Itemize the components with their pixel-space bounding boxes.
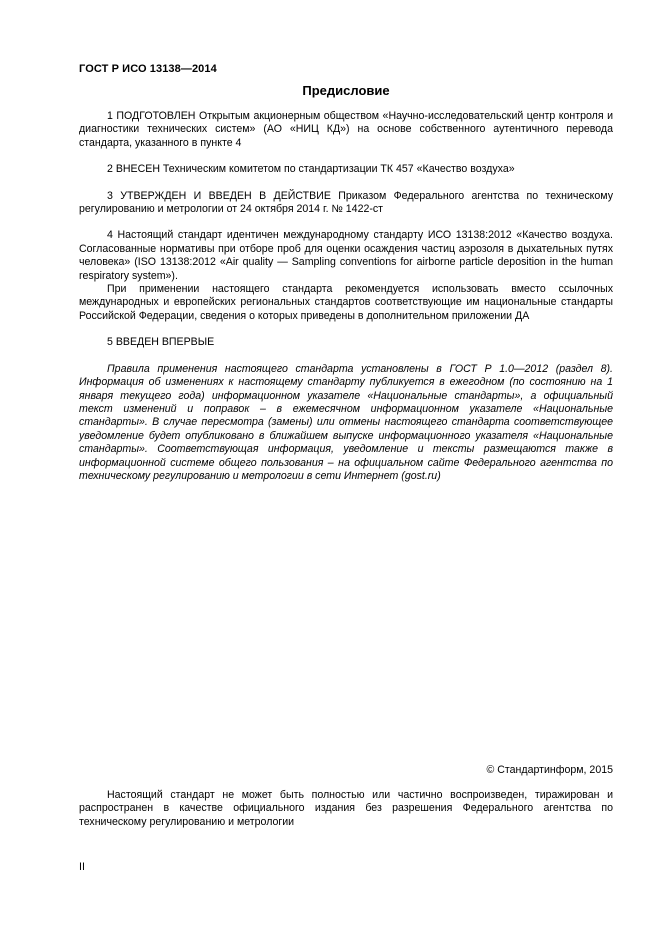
preface-body <box>79 110 613 483</box>
paragraph-prepared: 1 ПОДГОТОВЛЕН Открытым акционерным обществом «Научно-исследовательский центр контроля и диагностики технических систем» (АО «НИЦ КД») на основе собственного аутентичного перевода стандарта, указанного в пункте 4 <box>79 110 613 149</box>
paragraph-approved: 3 УТВЕРЖДЕН И ВВЕДЕН В ДЕЙСТВИЕ Приказом Федерального агентства по техническому регулированию и метрологии от 24 октября 2014 г. № 1422-ст <box>79 189 613 216</box>
page-number: II <box>79 861 85 873</box>
page-title: Предисловие <box>302 83 390 98</box>
paragraph-introduced: 5 ВВЕДЕН ВПЕРВЫЕ <box>107 336 215 349</box>
application-rules-note: Правила применения настоящего стандарта установлены в ГОСТ Р 1.0—2012 (раздел 8). Информация об изменениях к настоящему стандарту публикуется в ежегодном (по состоянию на 1 января текущего года) информационном указателе «Национальные стандарты», а официальный текст изменений и поправок – в ежемесячном информационном указателе «Национальные стандарты». В случае пересмотра (замены) или отмены настоящего стандарта соответствующее уведомление будет опубликовано в ближайшем выпуске информационного указателя «Национальные стандарты». Соответствующая информация, уведомление и тексты размещаются также в информационной системе общего пользования – на официальном сайте Федерального агентства по техническому регулированию и метрологии в сети Интернет (gost.ru) <box>79 362 613 482</box>
paragraph-references: При применении настоящего стандарта рекомендуется использовать вместо ссылочных международных и европейских региональных стандартов соответствующие им национальные стандарты Российской Федерации, сведения о которых приведены в дополнительном приложении ДА <box>79 283 613 322</box>
paragraph-identical: 4 Настоящий стандарт идентичен международному стандарту ИСО 13138:2012 «Качество воздуха. Согласованные нормативы при отборе проб для оценки осаждения частиц аэрозоля в дыхательных путях человека» (ISO 13138:2012 «Air quality — Sampling conventions for airborne particle deposition in the human respiratory system»). <box>79 229 613 282</box>
copyright-notice: © Стандартинформ, 2015 <box>486 764 613 776</box>
paragraph-submitted: 2 ВНЕСЕН Техническим комитетом по стандартизации ТК 457 «Качество воздуха» <box>107 163 515 176</box>
document-code: ГОСТ Р ИСО 13138—2014 <box>79 63 217 75</box>
rights-notice: Настоящий стандарт не может быть полностью или частично воспроизведен, тиражирован и распространен в качестве официального издания без разрешения Федерального агентства по техническому регулированию и метрологии <box>79 789 613 828</box>
